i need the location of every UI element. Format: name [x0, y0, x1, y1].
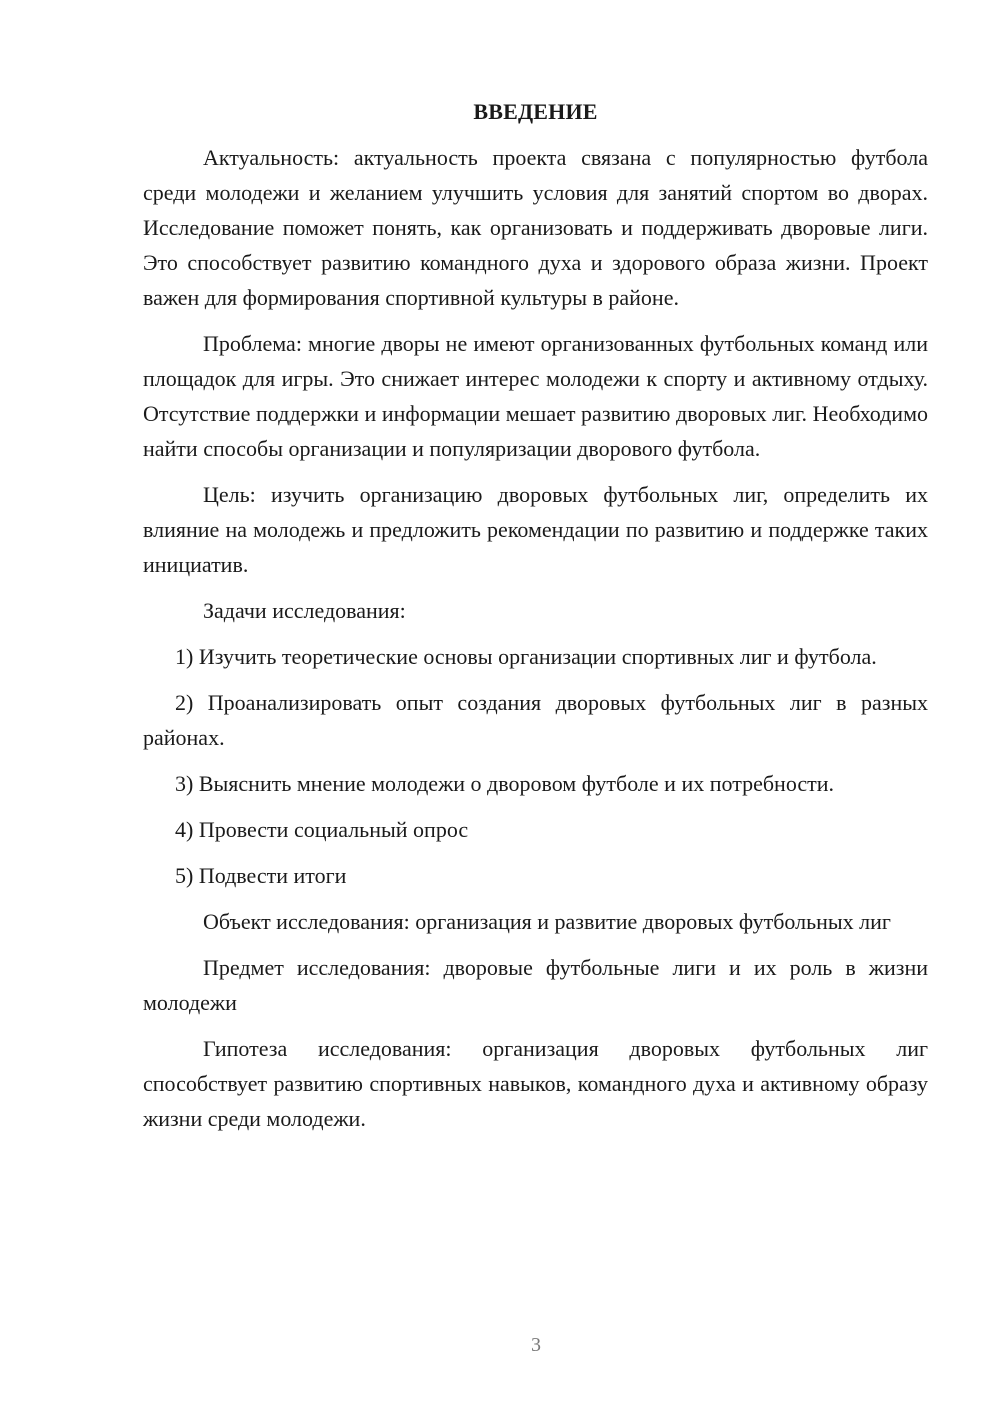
task-item-5: 5) Подвести итоги — [175, 863, 347, 888]
task-item-2: 2) Проанализировать опыт создания дворовых футбольных лиг в разных районах. — [143, 690, 928, 750]
page-content — [143, 94, 928, 1147]
section-title: ВВЕДЕНИЕ — [473, 99, 598, 124]
relevance-paragraph: Актуальность: актуальность проекта связана с популярностью футбола среди молодежи и желанием улучшить условия для занятий спортом во дворах. Исследование поможет понять, как организовать и поддерживать дворовые лиги. Это способствует развитию командного духа и здорового образа жизни. Проект важен для формирования спортивной культуры в районе. — [143, 145, 928, 310]
task-item-3: 3) Выяснить мнение молодежи о дворовом футболе и их потребности. — [175, 771, 835, 796]
task-item-4: 4) Провести социальный опрос — [175, 817, 469, 842]
subject-paragraph: Предмет исследования: дворовые футбольные лиги и их роль в жизни молодежи — [143, 955, 928, 1015]
goal-paragraph: Цель: изучить организацию дворовых футбольных лиг, определить их влияние на молодежь и предложить рекомендации по развитию и поддержке таких инициатив. — [143, 482, 928, 577]
object-paragraph: Объект исследования: организация и развитие дворовых футбольных лиг — [203, 909, 891, 934]
problem-paragraph: Проблема: многие дворы не имеют организованных футбольных команд или площадок для игры. Это снижает интерес молодежи к спорту и активному отдыху. Отсутствие поддержки и информации мешает развитию дворовых лиг. Необходимо найти способы организации и популяризации дворового футбола. — [143, 331, 928, 461]
hypothesis-paragraph: Гипотеза исследования: организация дворовых футбольных лиг способствует развитию спортивных навыков, командного духа и активному образу жизни среди молодежи. — [143, 1036, 928, 1131]
page-number: 3 — [531, 1334, 541, 1356]
task-item-1: 1) Изучить теоретические основы организации спортивных лиг и футбола. — [175, 644, 877, 669]
tasks-heading: Задачи исследования: — [203, 598, 406, 623]
